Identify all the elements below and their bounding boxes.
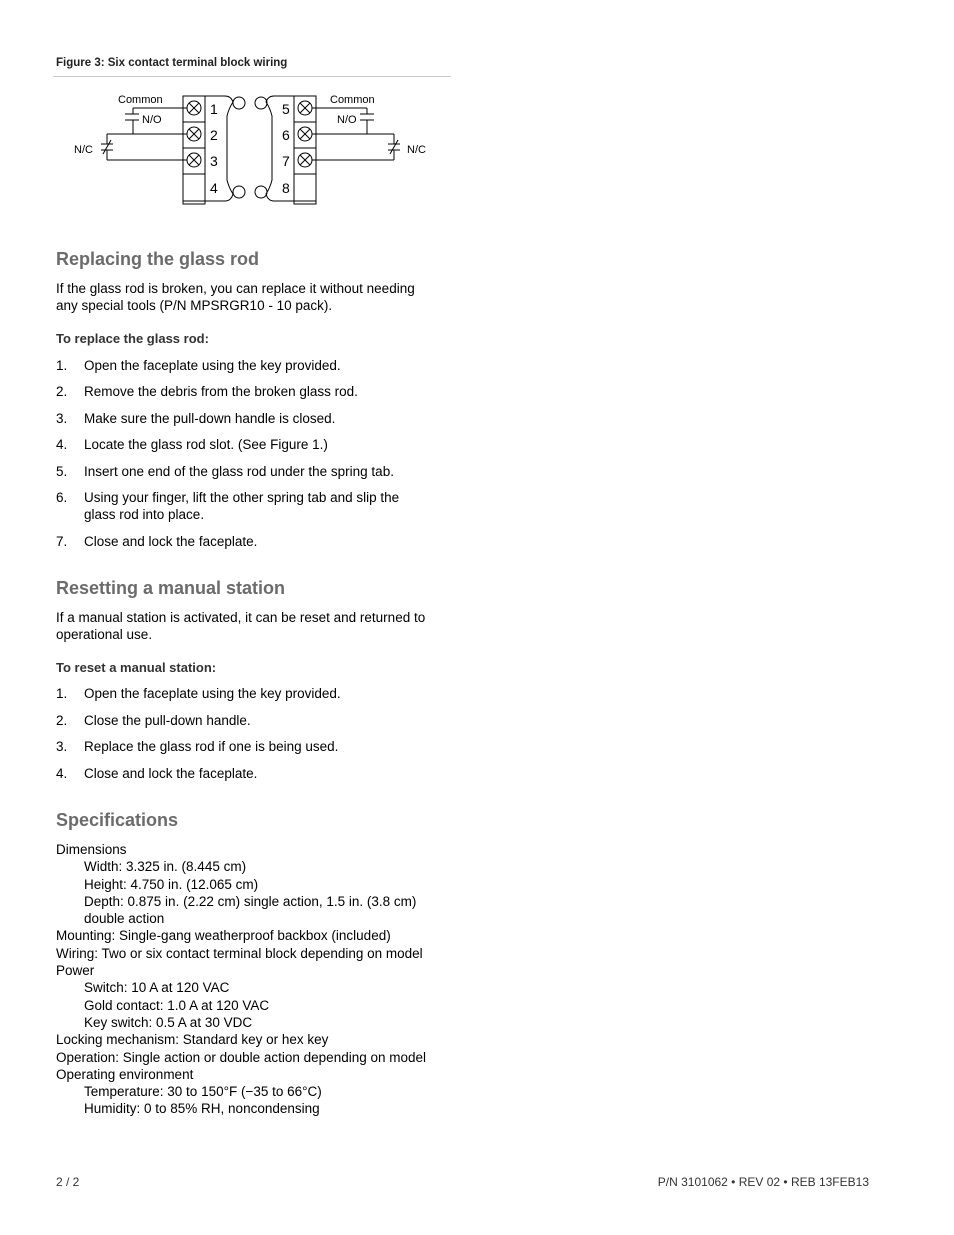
spec-line: Mounting: Single-gang weatherproof backbox (included)	[56, 928, 391, 944]
terminal-number: 5	[282, 101, 290, 117]
mount-hole-top-right	[255, 97, 267, 109]
spec-line: Width: 3.325 in. (8.445 cm)	[84, 859, 247, 875]
spec-line: Dimensions	[56, 842, 127, 857]
page-number: 2 / 2	[56, 1175, 80, 1189]
mount-hole-bottom-left	[233, 186, 245, 198]
terminal-number: 6	[282, 127, 290, 143]
reset-procedure-title: To reset a manual station:	[56, 660, 217, 675]
left-terminal-block	[183, 96, 205, 204]
spec-line: Temperature: 30 to 150°F (−35 to 66°C)	[84, 1084, 322, 1100]
section-heading-specs: Specifications	[56, 810, 179, 830]
terminal-number: 7	[282, 153, 290, 169]
screw-icon	[187, 127, 201, 141]
section-heading-glass: Replacing the glass rod	[56, 249, 260, 269]
spec-line: Height: 4.750 in. (12.065 cm)	[84, 876, 259, 892]
right-terminal-block	[294, 96, 316, 204]
screw-icon	[298, 127, 312, 141]
spec-line: Operating environment	[56, 1066, 194, 1082]
figure-caption: Figure 3: Six contact terminal block wiring	[56, 57, 288, 69]
section-heading-reset: Resetting a manual station	[56, 578, 286, 598]
screw-icon	[298, 153, 312, 167]
screw-icon	[298, 101, 312, 115]
left-no-label: N/O	[142, 114, 162, 126]
mount-hole-top-left	[233, 97, 245, 109]
terminal-number: 3	[210, 153, 218, 169]
spec-line: Power	[56, 963, 95, 979]
spec-line: Depth: 0.875 in. (2.22 cm) single action, 1.5 in. (3.8 cm)	[84, 893, 417, 909]
terminal-number: 1	[210, 101, 218, 117]
caption-divider	[53, 76, 451, 77]
spec-line: Gold contact: 1.0 A at 120 VAC	[84, 997, 270, 1013]
mount-hole-bottom-right	[255, 186, 267, 198]
spec-line: Switch: 10 A at 120 VAC	[84, 980, 230, 996]
right-nc-label: N/C	[407, 144, 426, 156]
screw-icon	[187, 153, 201, 167]
right-no-label: N/O	[337, 114, 357, 126]
terminal-number: 4	[210, 180, 218, 196]
spec-line: Operation: Single action or double action depending on model	[56, 1049, 427, 1065]
spec-list	[56, 841, 426, 1118]
part-number: P/N 3101062 • REV 02 • REB 13FEB13	[657, 1175, 869, 1189]
glass-intro: If the glass rod is broken, you can replace it without needing any special tools (P/N MPSRGR10 - 10 pack).	[56, 281, 415, 313]
spec-line: Humidity: 0 to 85% RH, noncondensing	[84, 1101, 320, 1117]
wiring-diagram	[53, 84, 433, 212]
spec-line: Key switch: 0.5 A at 30 VDC	[84, 1014, 253, 1030]
right-common-label: Common	[330, 94, 375, 106]
screw-icon	[187, 101, 201, 115]
terminal-number: 2	[210, 127, 218, 143]
reset-intro: If a manual station is activated, it can be reset and returned to operational use.	[56, 610, 426, 642]
terminal-number: 8	[282, 180, 290, 196]
left-nc-label: N/C	[74, 144, 93, 156]
glass-procedure-title: To replace the glass rod:	[56, 331, 209, 346]
spec-line: double action	[84, 911, 165, 927]
spec-line: Locking mechanism: Standard key or hex key	[56, 1032, 329, 1048]
left-common-label: Common	[118, 94, 163, 106]
spec-line: Wiring: Two or six contact terminal block depending on model	[56, 945, 423, 961]
